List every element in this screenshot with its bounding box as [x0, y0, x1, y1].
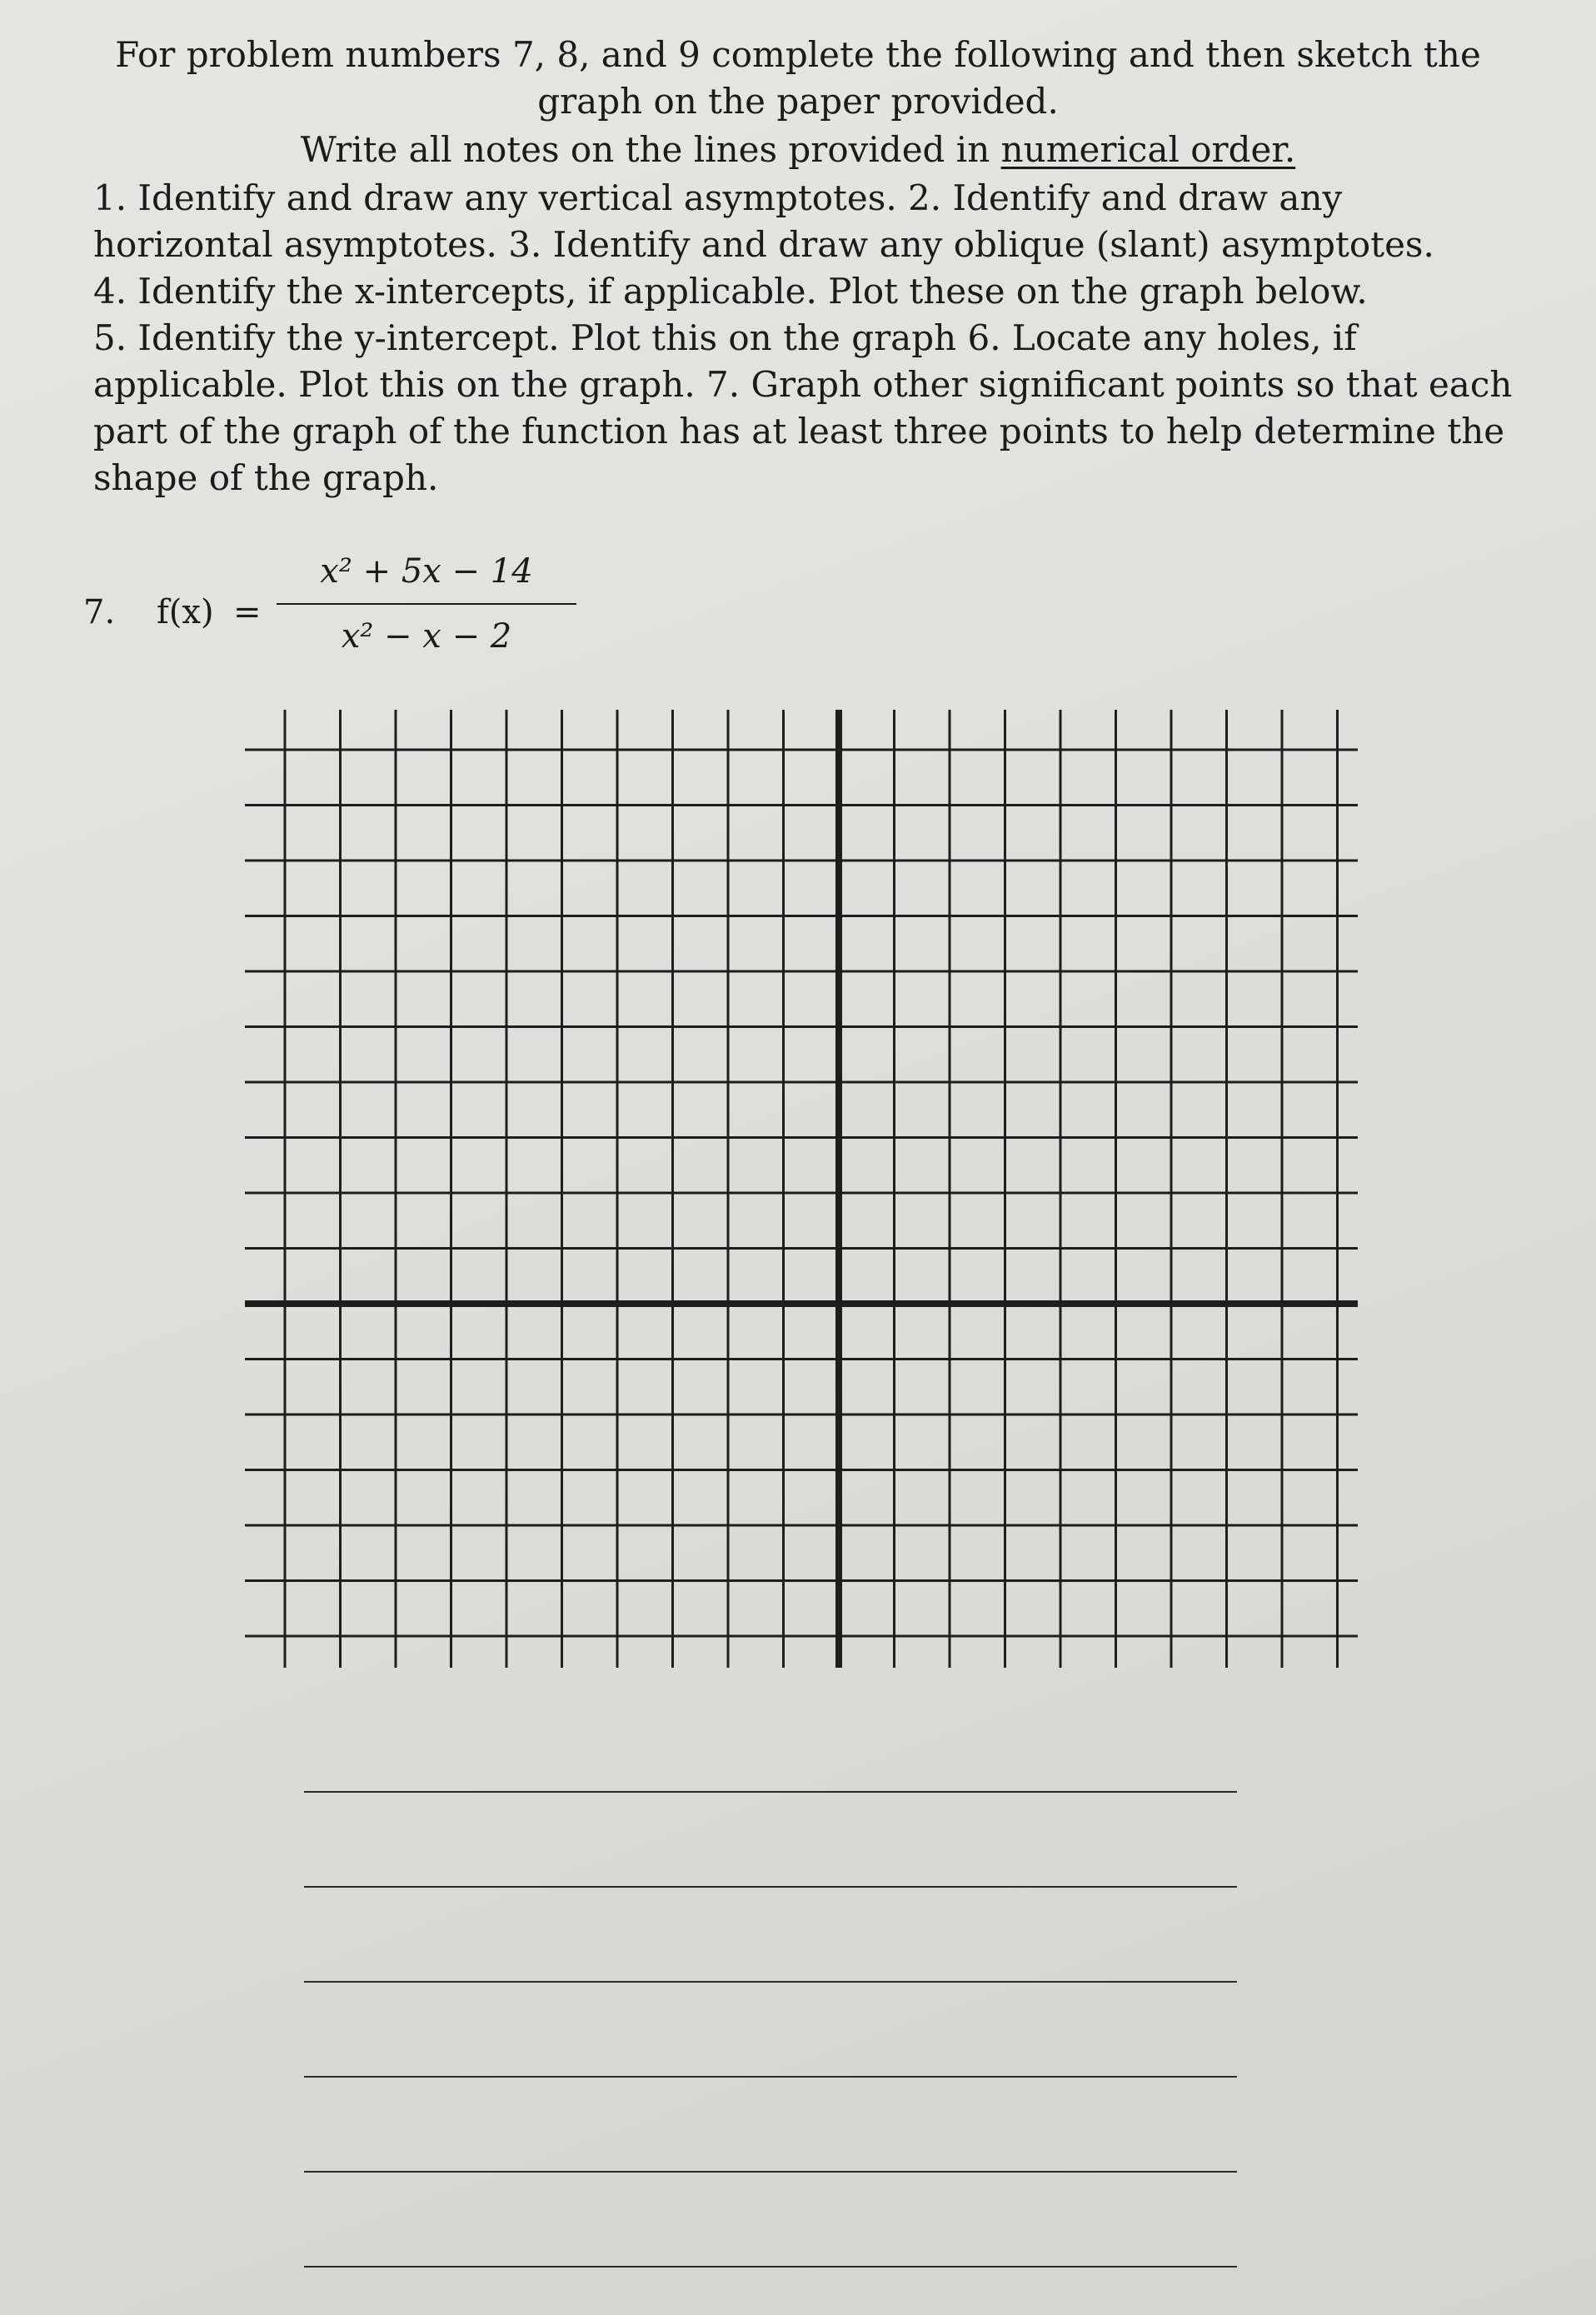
numerator: x² + 5x − 14 — [320, 552, 533, 591]
instruction-line-4: 5. Identify the y-intercept. Plot this on the graph 6. Locate any holes, if — [93, 317, 1357, 358]
header-line-3-underlined: numerical order. — [1000, 129, 1296, 170]
instruction-line-1: 1. Identify and draw any vertical asymptotes. 2. Identify and draw any — [93, 177, 1343, 218]
instruction-line-2: horizontal asymptotes. 3. Identify and draw any oblique (slant) asymptotes. — [93, 224, 1434, 265]
answer-line[interactable] — [304, 1886, 1237, 1888]
equals-sign: = — [233, 593, 262, 631]
answer-line[interactable] — [304, 1981, 1237, 1983]
problem-number: 7. — [83, 593, 116, 631]
answer-line[interactable] — [304, 2266, 1237, 2268]
answer-line[interactable] — [304, 2171, 1237, 2173]
answer-line[interactable] — [304, 1791, 1237, 1793]
instruction-line-6: part of the graph of the function has at least three points to help determine the — [93, 411, 1505, 452]
instruction-line-5: applicable. Plot this on the graph. 7. Graph other significant points so that each — [93, 364, 1513, 405]
header-line-2: graph on the paper provided. — [537, 81, 1059, 122]
header-line-3 — [0, 127, 1596, 173]
fraction-bar — [277, 603, 576, 605]
denominator: x² − x − 2 — [341, 617, 512, 656]
instruction-line-3: 4. Identify the x-intercepts, if applicable. Plot these on the graph below. — [93, 271, 1368, 312]
instruction-line-7: shape of the graph. — [93, 457, 439, 498]
answer-line[interactable] — [304, 2076, 1237, 2078]
header-line-3-prefix: Write all notes on the lines provided in — [300, 129, 1001, 170]
rational-function-fraction — [277, 546, 576, 661]
header-line-1: For problem numbers 7, 8, and 9 complete the following and then sketch the — [115, 34, 1481, 75]
graph-paper-grid — [225, 701, 1358, 1668]
function-name: f(x) — [157, 593, 214, 631]
problem-7 — [83, 546, 583, 671]
graph-paper[interactable] — [225, 701, 1358, 1671]
